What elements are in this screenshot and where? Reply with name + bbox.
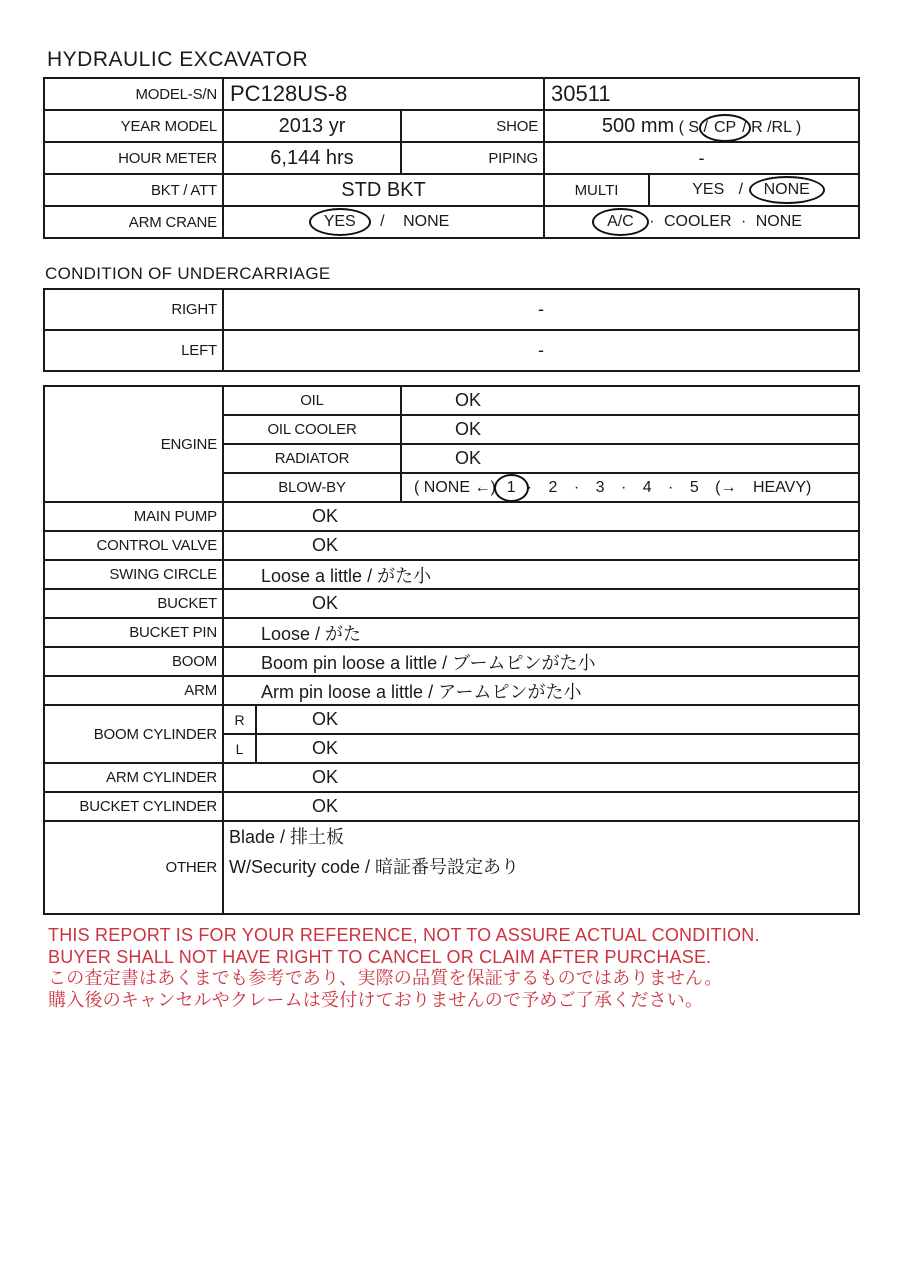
- spec-row-model: [44, 78, 859, 110]
- multi-label: MULTI: [544, 174, 649, 206]
- blowby-circled-rating: 1: [494, 474, 529, 502]
- main-pump-value: OK: [223, 502, 859, 531]
- serial-value: 30511: [544, 78, 859, 110]
- engine-radiator-value: OK: [401, 444, 859, 473]
- arm-row: [44, 676, 859, 705]
- spec-row-hour-piping: [44, 142, 859, 174]
- piping-label: PIPING: [401, 142, 544, 174]
- undercarriage-right-row: [44, 289, 859, 330]
- main-pump-row: [44, 502, 859, 531]
- shoe-circled-option: CP: [699, 114, 751, 142]
- other-line-security: W/Security code / 暗証番号設定あり: [229, 857, 520, 877]
- blowby-scale: [401, 473, 859, 502]
- undercarriage-section-title: CONDITION OF UNDERCARRIAGE: [45, 264, 331, 283]
- bucket-cylinder-value: OK: [223, 792, 859, 821]
- bucket-cylinder-row: [44, 792, 859, 821]
- undercarriage-left-row: [44, 330, 859, 371]
- ac-cooler-value: [544, 206, 859, 238]
- arm-crane-value: [223, 206, 544, 238]
- boom-row: [44, 647, 859, 676]
- engine-oil-row: [44, 386, 859, 415]
- spec-table: [43, 77, 860, 239]
- other-line-blade: Blade / 排土板: [229, 827, 345, 847]
- swing-circle-label: SWING CIRCLE: [44, 560, 223, 589]
- right-value: -: [223, 289, 859, 330]
- boom-value: Boom pin loose a little / ブームピンがた小: [223, 647, 859, 676]
- bucket-cylinder-label: BUCKET CYLINDER: [44, 792, 223, 821]
- blowby-prefix: ( NONE ←): [414, 478, 496, 496]
- year-model-label: YEAR MODEL: [44, 110, 223, 142]
- other-row: [44, 821, 859, 914]
- engine-oil-value: OK: [401, 386, 859, 415]
- disclaimer-line-2: BUYER SHALL NOT HAVE RIGHT TO CANCEL OR CLAIM AFTER PURCHASE.: [48, 946, 712, 967]
- multi-circled-option: NONE: [749, 176, 825, 204]
- arm-cylinder-value: OK: [223, 763, 859, 792]
- arm-label: ARM: [44, 676, 223, 705]
- engine-oil-cooler-value: OK: [401, 415, 859, 444]
- boom-cylinder-right-row: [44, 705, 859, 734]
- engine-oil-label: OIL: [223, 386, 401, 415]
- bucket-row: [44, 589, 859, 618]
- disclaimer: [48, 925, 760, 1011]
- disclaimer-line-1: THIS REPORT IS FOR YOUR REFERENCE, NOT TO ASSURE ACTUAL CONDITION.: [48, 925, 760, 945]
- blowby-suffix: · 2 · 3 · 4 · 5 (→ HEAVY): [526, 478, 812, 496]
- bucket-pin-row: [44, 618, 859, 647]
- boom-cylinder-l-label: L: [223, 734, 256, 763]
- bucket-value: OK: [223, 589, 859, 618]
- arm-crane-label: ARM CRANE: [44, 206, 223, 238]
- right-label: RIGHT: [44, 289, 223, 330]
- shoe-close: / R /RL ): [742, 118, 802, 136]
- arm-cylinder-row: [44, 763, 859, 792]
- spec-row-year-shoe: [44, 110, 859, 142]
- bkt-att-value: STD BKT: [223, 174, 544, 206]
- other-value: [223, 821, 859, 914]
- spec-row-bkt-multi: [44, 174, 859, 206]
- other-label: OTHER: [44, 821, 223, 914]
- year-model-value: 2013 yr: [223, 110, 401, 142]
- bucket-pin-label: BUCKET PIN: [44, 618, 223, 647]
- undercarriage-table: [43, 288, 860, 372]
- boom-cylinder-l-value: OK: [256, 734, 859, 763]
- model-sn-label: MODEL-S/N: [44, 78, 223, 110]
- control-valve-row: [44, 531, 859, 560]
- shoe-open: ( S /: [678, 118, 708, 136]
- swing-circle-value: Loose a little / がた小: [223, 560, 859, 589]
- model-value: PC128US-8: [223, 78, 544, 110]
- bucket-pin-value: Loose / がた: [223, 618, 859, 647]
- disclaimer-line-4: 購入後のキャンセルやクレームは受付けておりませんので予めご了承ください。: [48, 989, 704, 1010]
- swing-circle-row: [44, 560, 859, 589]
- arm-value: Arm pin loose a little / アームピンがた小: [223, 676, 859, 705]
- main-pump-label: MAIN PUMP: [44, 502, 223, 531]
- shoe-label: SHOE: [401, 110, 544, 142]
- engine-oil-cooler-label: OIL COOLER: [223, 415, 401, 444]
- piping-value: -: [544, 142, 859, 174]
- left-label: LEFT: [44, 330, 223, 371]
- engine-radiator-label: RADIATOR: [223, 444, 401, 473]
- boom-label: BOOM: [44, 647, 223, 676]
- arm-crane-suffix: / NONE: [380, 213, 450, 230]
- boom-cylinder-label: BOOM CYLINDER: [44, 705, 223, 763]
- page-title: HYDRAULIC EXCAVATOR: [47, 48, 309, 71]
- boom-cylinder-r-value: OK: [256, 705, 859, 734]
- shoe-size: 500 mm: [601, 114, 675, 137]
- condition-table: [43, 385, 860, 915]
- ac-circled-option: A/C: [592, 208, 649, 236]
- bkt-att-label: BKT / ATT: [44, 174, 223, 206]
- shoe-value: [544, 110, 859, 142]
- hour-meter-value: 6,144 hrs: [223, 142, 401, 174]
- multi-prefix: YES /: [692, 181, 744, 198]
- control-valve-label: CONTROL VALVE: [44, 531, 223, 560]
- ac-suffix: · COOLER · NONE: [649, 213, 802, 230]
- bucket-label: BUCKET: [44, 589, 223, 618]
- blowby-label: BLOW-BY: [223, 473, 401, 502]
- control-valve-value: OK: [223, 531, 859, 560]
- disclaimer-line-3: この査定書はあくまでも参考であり、実際の品質を保証するものではありません。: [48, 968, 723, 988]
- left-value: -: [223, 330, 859, 371]
- boom-cylinder-r-label: R: [223, 705, 256, 734]
- arm-crane-circled-option: YES: [309, 208, 371, 236]
- hour-meter-label: HOUR METER: [44, 142, 223, 174]
- multi-value: [649, 174, 859, 206]
- spec-row-armcrane-ac: [44, 206, 859, 238]
- engine-label: ENGINE: [44, 386, 223, 502]
- arm-cylinder-label: ARM CYLINDER: [44, 763, 223, 792]
